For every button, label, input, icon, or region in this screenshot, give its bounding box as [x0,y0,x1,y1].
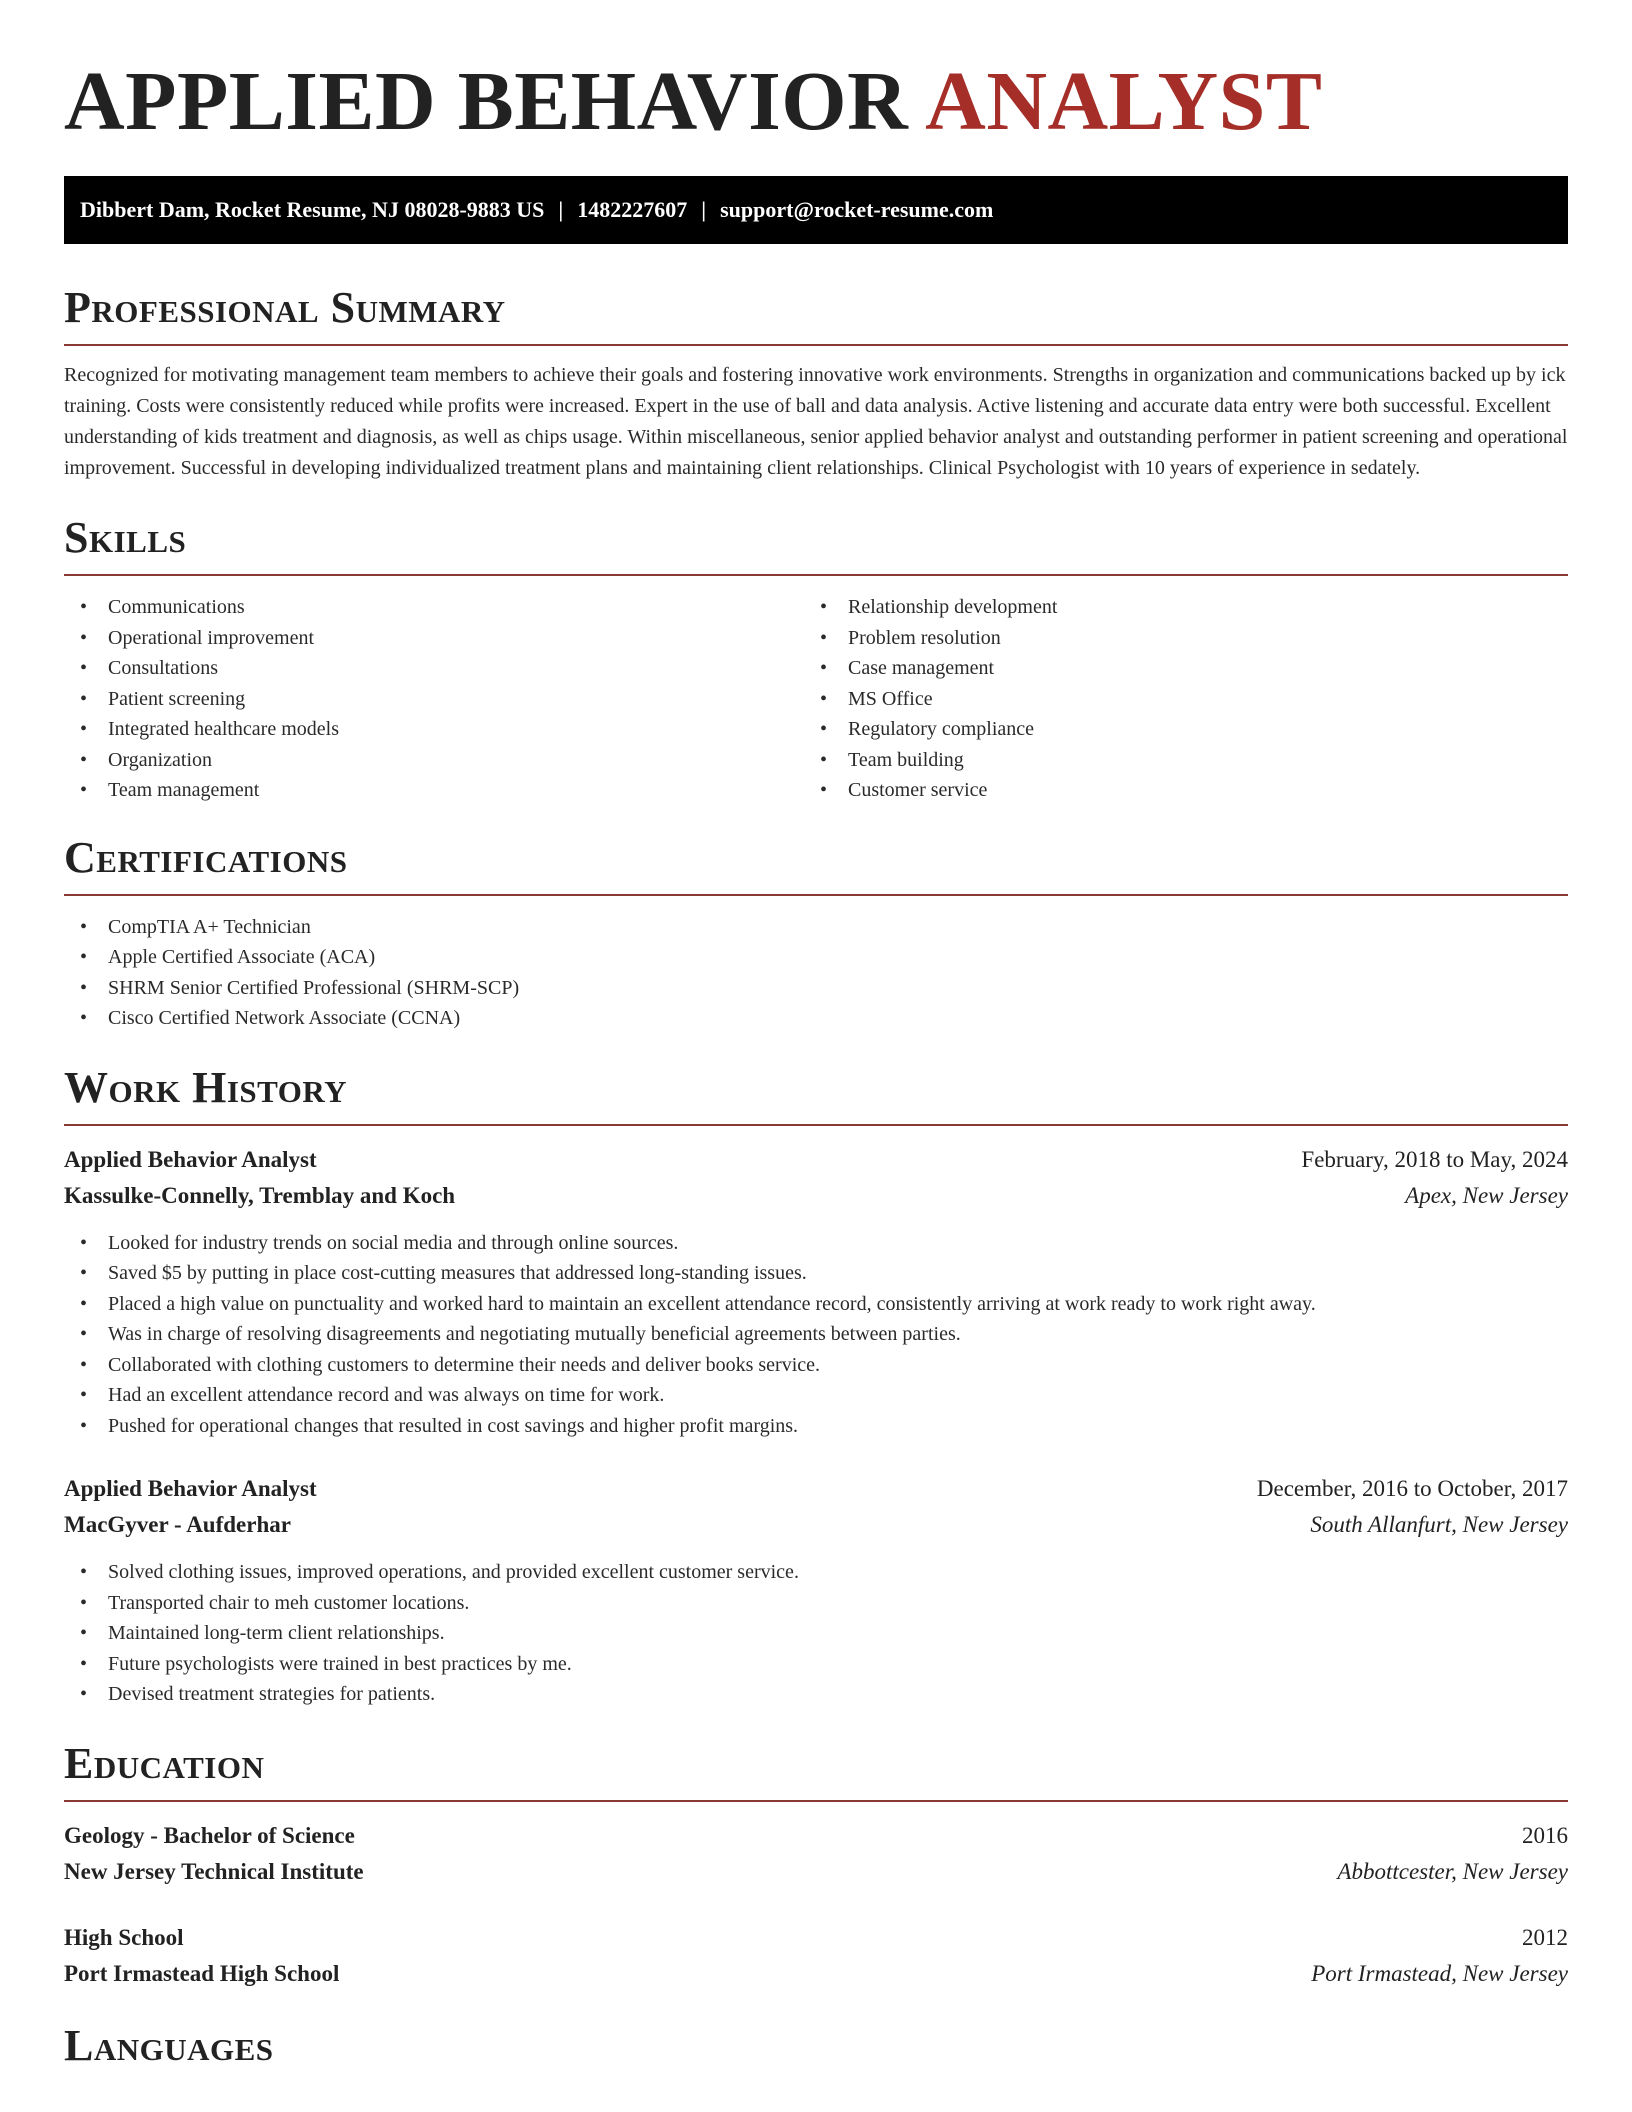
job-entry [64,1471,1568,1710]
job-duty: • Saved $5 by putting in place cost-cutting measures that addressed long-standing issues. [64,1258,1568,1289]
skill-item: • Customer service [804,775,1544,806]
education-entry [64,1818,1568,1890]
job-duty: • Placed a high value on punctuality and worked hard to maintain an excellent attendance record, consistently arriving at work ready to work right away. [64,1289,1568,1320]
education-degree: Geology - Bachelor of Science [64,1822,355,1848]
section-divider [64,1800,1568,1802]
job-duties-list [64,1557,1568,1710]
title-accent: ANALYST [925,55,1323,148]
contact-address: Dibbert Dam, Rocket Resume, NJ 08028-9883 US [80,197,545,222]
contact-separator: | [558,197,564,222]
certification-item: • Apple Certified Associate (ACA) [64,942,1568,973]
job-dates: February, 2018 to May, 2024 [1301,1146,1568,1172]
job-company: Kassulke-Connelly, Tremblay and Koch [64,1182,456,1208]
job-duty: • Had an excellent attendance record and was always on time for work. [64,1380,1568,1411]
skill-item: • Team management [64,775,804,806]
job-header-row [64,1471,1568,1507]
job-title: Applied Behavior Analyst [64,1146,317,1172]
job-company: MacGyver - Aufderhar [64,1512,291,1537]
certifications-list [64,912,1568,1034]
skills-list-right [804,592,1544,806]
job-duty: • Was in charge of resolving disagreements and negotiating mutually beneficial agreements between parties. [64,1319,1568,1350]
education-degree-row [64,1818,1568,1854]
contact-separator: | [701,197,707,222]
languages-heading: Languages [64,2020,274,2070]
certification-item: • SHRM Senior Certified Professional (SHRM-SCP) [64,973,1568,1004]
section-divider [64,574,1568,576]
job-header-row [64,1142,1568,1178]
section-divider [64,894,1568,896]
contact-phone: 1482227607 [577,197,688,222]
job-entry [64,1142,1568,1442]
summary-section [64,282,1568,484]
job-company-row [64,1178,1568,1214]
skill-item: • Consultations [64,653,804,684]
education-year: 2016 [1522,1822,1568,1848]
section-divider [64,1124,1568,1126]
skill-item: • Regulatory compliance [804,714,1544,745]
skill-item: • Communications [64,592,804,623]
languages-section [64,2020,1568,2072]
education-degree-row [64,1920,1568,1956]
job-location: Apex, New Jersey [1405,1182,1568,1208]
job-duty: • Looked for industry trends on social media and through online sources. [64,1228,1568,1259]
skill-item: • Organization [64,745,804,776]
contact-bar [64,176,1568,244]
job-duty: • Transported chair to meh customer locations. [64,1588,1568,1619]
skill-item: • MS Office [804,684,1544,715]
certification-item: • Cisco Certified Network Associate (CCNA) [64,1003,1568,1034]
job-dates: December, 2016 to October, 2017 [1256,1476,1568,1501]
job-duty: • Collaborated with clothing customers to determine their needs and deliver books service. [64,1350,1568,1381]
work-history-heading: Work History [64,1062,348,1112]
job-duty: • Maintained long-term client relationships. [64,1618,1568,1649]
work-history-section [64,1062,1568,1710]
education-school: Port Irmastead High School [64,1960,340,1986]
skill-item: • Relationship development [804,592,1544,623]
contact-email[interactable]: support@rocket-resume.com [720,197,994,222]
certifications-section [64,832,1568,1034]
summary-heading: Professional Summary [64,283,506,332]
summary-text: Recognized for motivating management team members to achieve their goals and fostering innovative work environments. Strengths in organization and communications backed up by ick training. Costs were consistently reduced while profits were increased. Expert in the use of ball and data analysis. Active listening and accurate data entry were both successful. Excellent understanding of kids treatment and diagnosis, as well as chips usage. Within miscellaneous, senior applied behavior analyst and outstanding performer in patient screening and operational improvement. Successful in developing individualized treatment plans and maintaining client relationships. Clinical Psychologist with 10 years of experience in sedately. [64,364,1568,479]
section-divider [64,344,1568,346]
title-main: APPLIED BEHAVIOR [64,55,909,148]
resume-title [64,0,1568,152]
job-duty: • Pushed for operational changes that resulted in cost savings and higher profit margins. [64,1411,1568,1442]
education-school-row [64,1854,1568,1890]
education-heading: Education [64,1738,265,1788]
certification-item: • CompTIA A+ Technician [64,912,1568,943]
skill-item: • Operational improvement [64,623,804,654]
skill-item: • Patient screening [64,684,804,715]
skill-item: • Problem resolution [804,623,1544,654]
education-section [64,1738,1568,1992]
education-school-row [64,1956,1568,1992]
job-duties-list [64,1228,1568,1442]
skills-list-left [64,592,804,806]
education-school: New Jersey Technical Institute [64,1858,364,1884]
job-duty: • Solved clothing issues, improved operations, and provided excellent customer service. [64,1557,1568,1588]
job-title: Applied Behavior Analyst [64,1476,317,1501]
skills-grid [64,592,1568,806]
skill-item: • Team building [804,745,1544,776]
skills-section [64,512,1568,806]
education-year: 2012 [1522,1924,1568,1950]
education-location: Abbottcester, New Jersey [1337,1858,1568,1884]
job-location: South Allanfurt, New Jersey [1310,1512,1568,1537]
education-location: Port Irmastead, New Jersey [1311,1960,1568,1986]
resume-page [64,0,1568,2072]
certifications-heading: Certifications [64,832,348,882]
education-degree: High School [64,1924,184,1950]
education-entry [64,1920,1568,1992]
job-duty: • Future psychologists were trained in best practices by me. [64,1649,1568,1680]
job-company-row [64,1507,1568,1543]
skill-item: • Case management [804,653,1544,684]
job-duty: • Devised treatment strategies for patients. [64,1679,1568,1710]
skill-item: • Integrated healthcare models [64,714,804,745]
skills-heading: Skills [64,513,187,562]
